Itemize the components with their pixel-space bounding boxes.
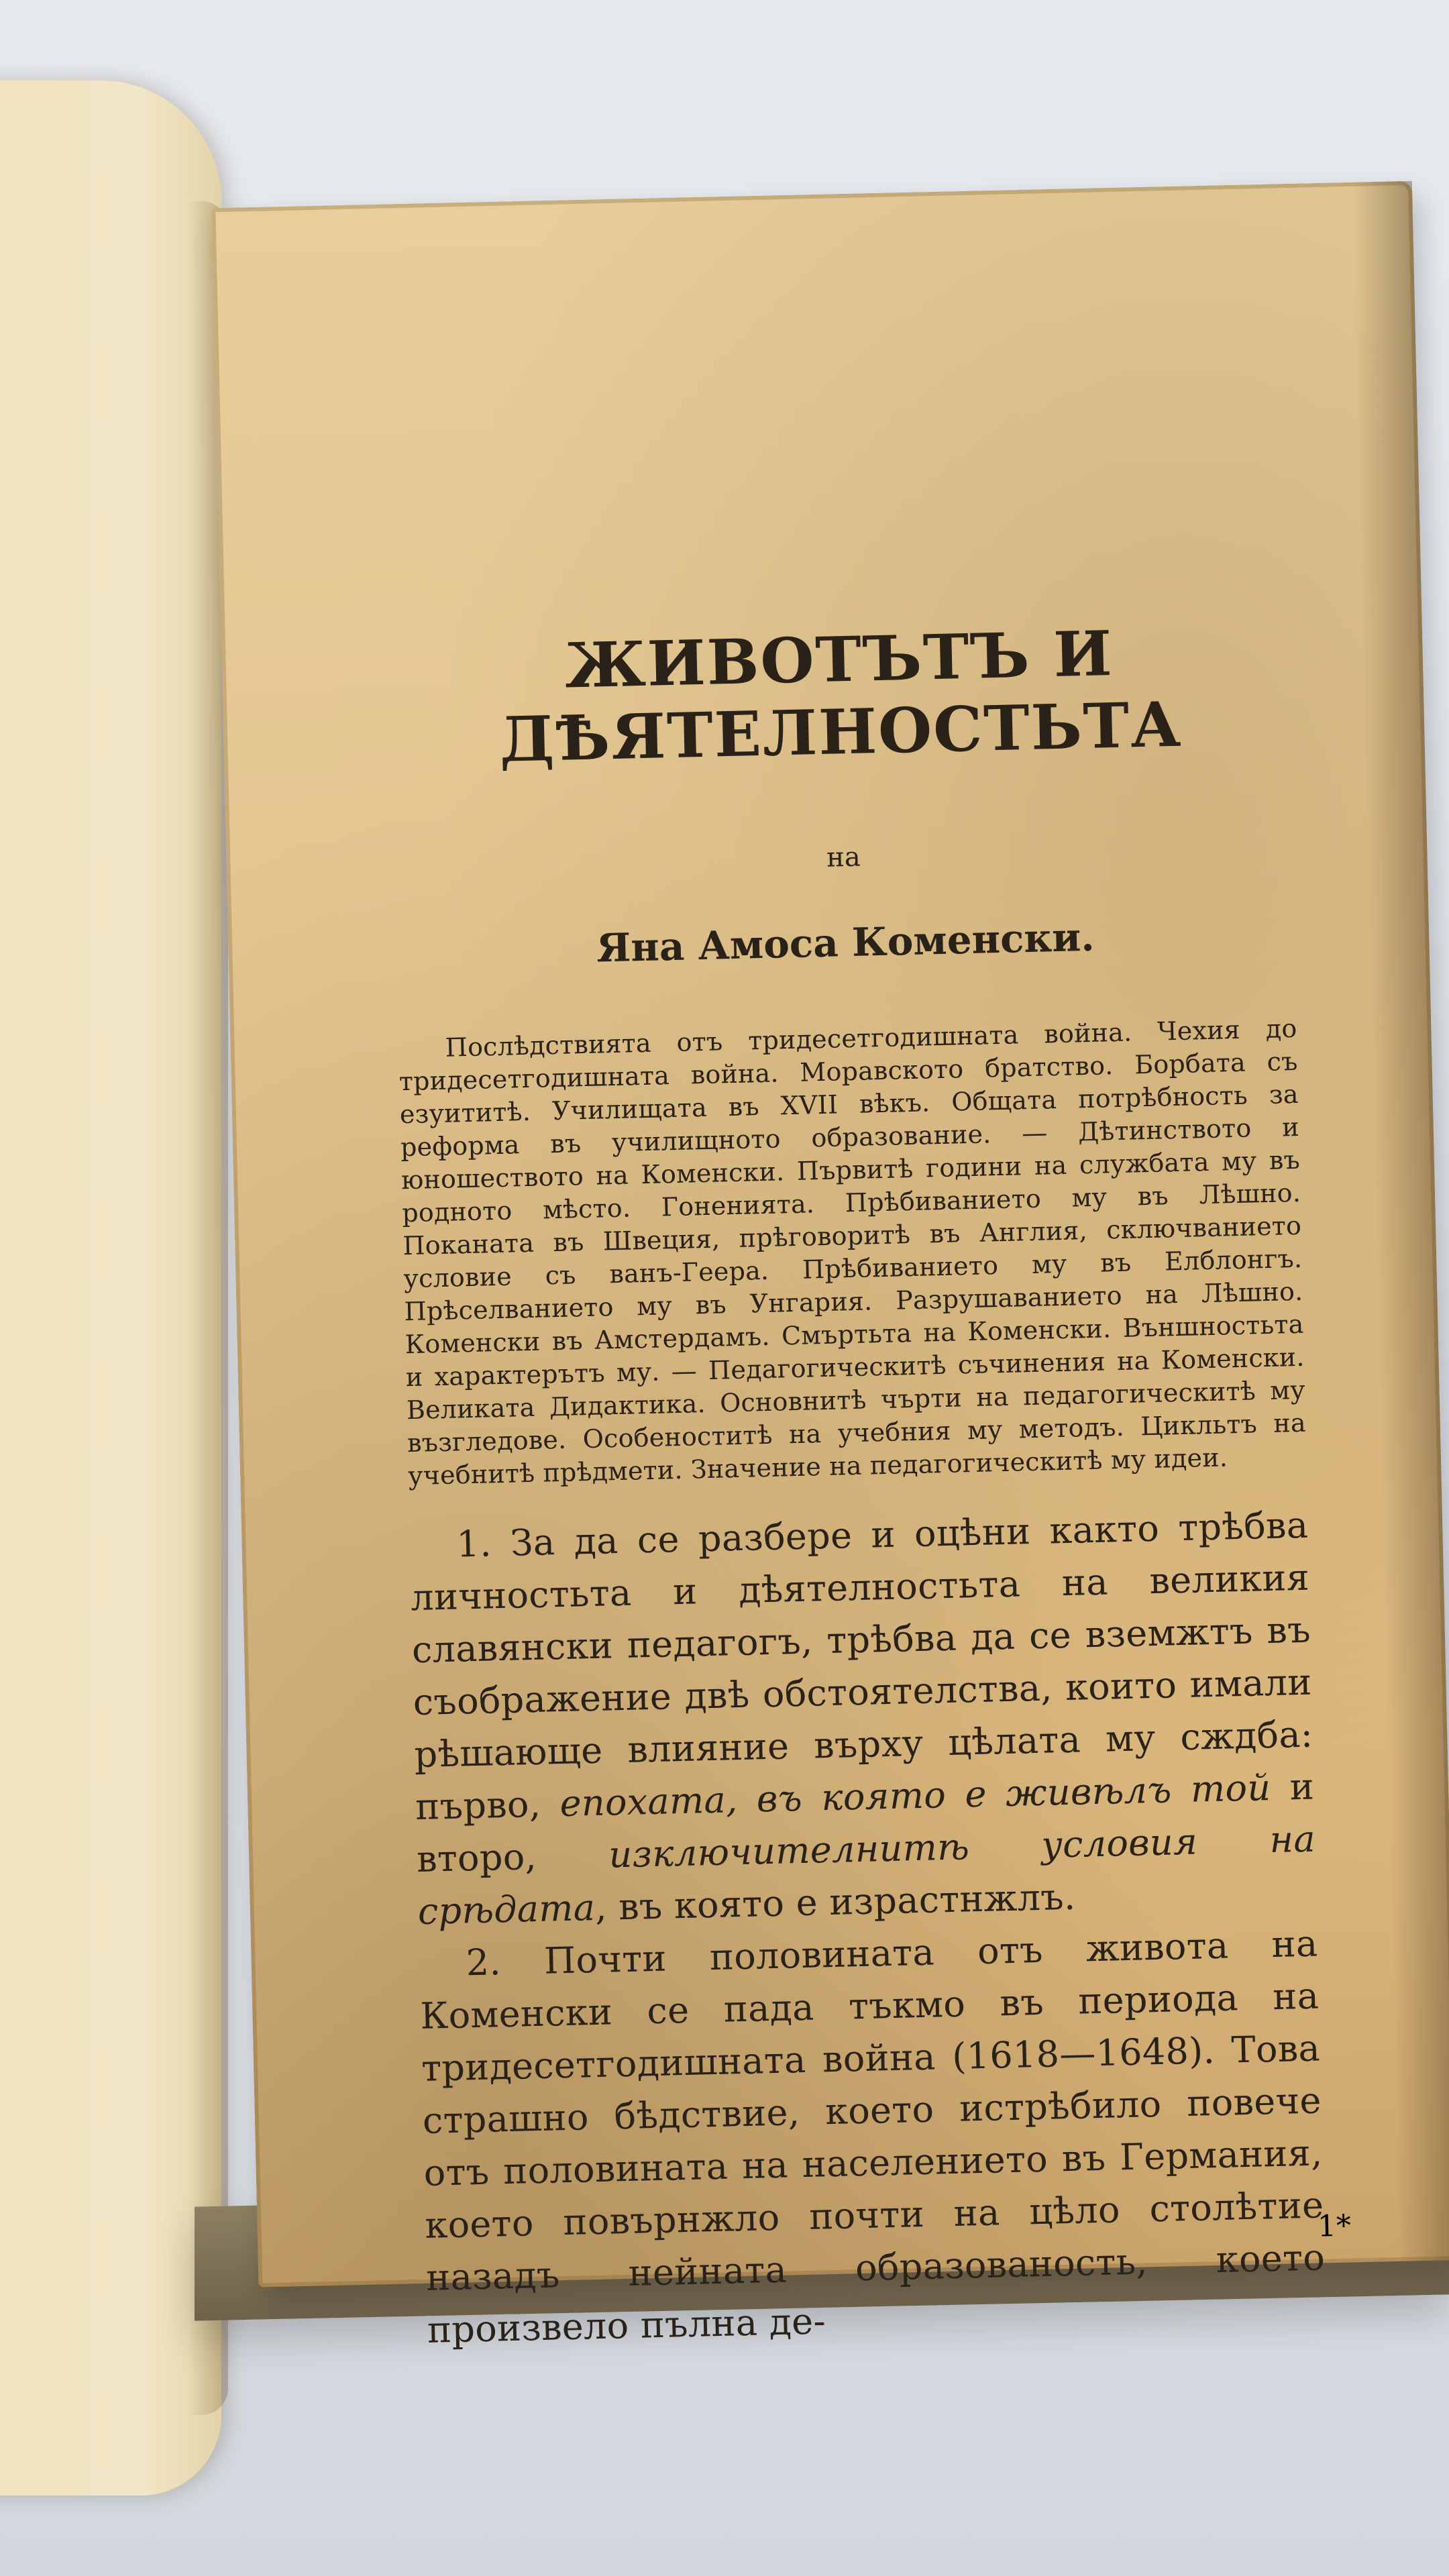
page-content (389, 613, 1327, 2357)
paragraph-1-italic-1: епохата, въ която е живѣлъ той (559, 1766, 1272, 1825)
author-name: Яна Амоса Коменски. (596, 914, 1095, 971)
title-connector: на (826, 841, 861, 873)
page-edge-shadow (1352, 181, 1449, 2261)
paragraph-2: 2. Почти половината отъ живота на Коменски се пада тъкмо въ периода на тридесетгодишната война (1618—1648). Това страшно бѣдствие, което истрѣбило повече отъ половината на населението въ Германия, което повърнжло почти на цѣло столѣтие назадъ нейната образованость, което произвело пълна де- (419, 1922, 1326, 2351)
chapter-summary: Послѣдствията отъ тридесетгодишната война. Чехия до тридесетгодишната война. Моравското братство. Борбата съ езуититѣ. Училищата въ XVII вѣкъ. Общата потрѣбность за реформа въ училищното образование. — Дѣтинството и юношеството на Коменски. Първитѣ години на службата му въ родното мѣсто. Гоненията. Прѣбиванието му въ Лѣшно. Поканата въ Швеция, прѣговоритѣ въ Англия, сключванието условие съ ванъ-Геера. Прѣбиванието му въ Елблонгъ. Прѣселванието му въ Унгария. Разрушаванието на Лѣшно. Коменски въ Амстердамъ. Смъртьта на Коменски. Външностьта и характерътъ му. — Педагогическитѣ съчинения на Коменски. Великата Дидактика. Основнитѣ чърти на педагогическитѣ му възгледове. Особеноститѣ на учебния му методъ. Цикльтъ на учебнитѣ прѣдмети. Значение на педагогическитѣ му идеи. (398, 1013, 1307, 1491)
book-page (211, 181, 1449, 2351)
page-number: 1* (1317, 2208, 1352, 2244)
paragraph-1-mid: и второ, (416, 1765, 1315, 1880)
paragraph-1 (409, 1499, 1318, 1938)
paragraph-1-end: , въ която е израстнжлъ. (594, 1875, 1077, 1929)
paragraph-1-start: 1. За да се разбере и оцѣни както трѣбва личностьта и дѣятелностьта на великия славянски педагогъ, трѣбва да се вземжтъ въ съображение двѣ обстоятелства, които имали рѣшающе влияние върху цѣлата му сждба: първо, (410, 1503, 1313, 1829)
page-title: ЖИВОТЪТЪ И ДѢЯТЕЛНОСТЬТА (498, 616, 1183, 776)
paragraph-1-italic-2: изключителнитѣ условия на срѣдата (417, 1817, 1316, 1933)
